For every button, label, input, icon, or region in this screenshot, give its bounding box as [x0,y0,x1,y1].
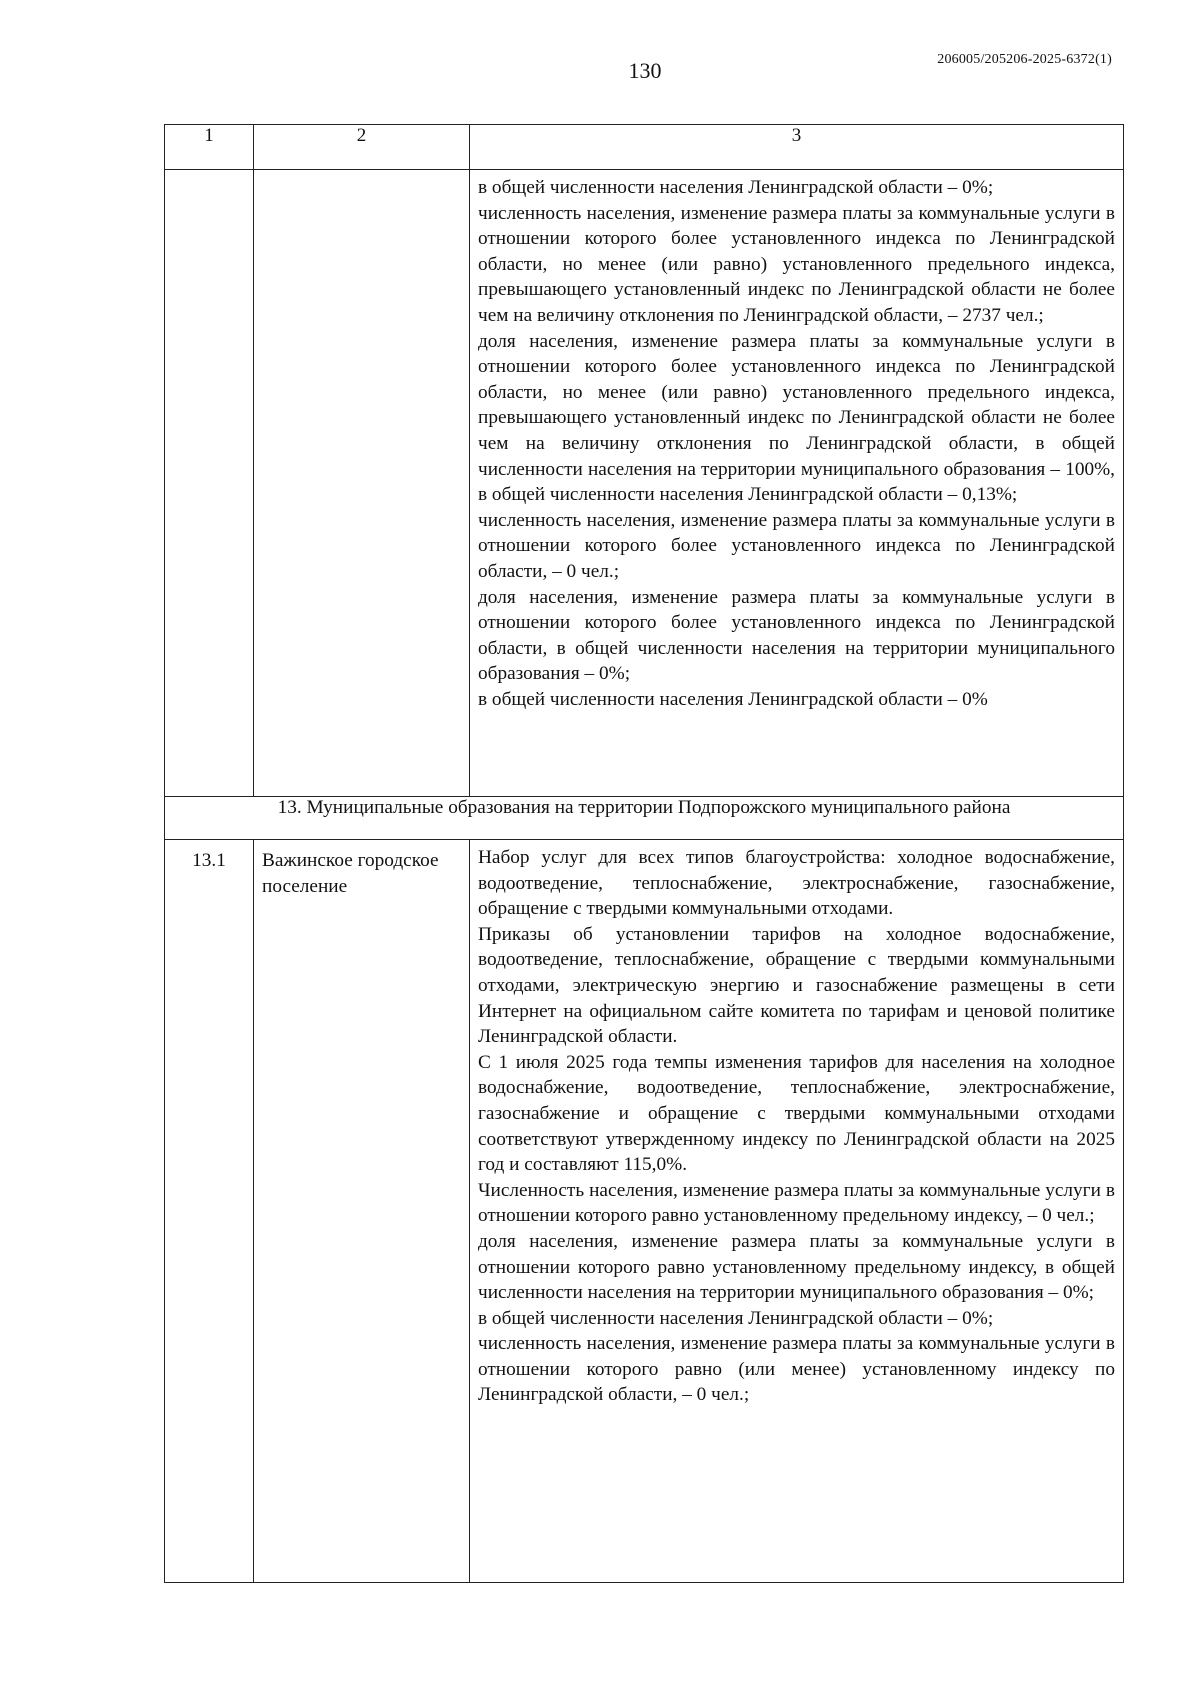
page-number: 130 [628,58,662,83]
row-number-cell: 13.1 [165,840,254,1583]
paragraph: доля населения, изменение размера платы за коммунальные услуги в отношении которого более установленного индекса по Ленинградской области, в общей численности населения на территории муниципального образования – 0%; [478,586,1115,685]
row-content-cell [470,840,1124,1583]
paragraph: в общей численности населения Ленинградской области – 0%; [478,177,994,198]
paragraph: Приказы об установлении тарифов на холодное водоснабжение, водоотведение, теплоснабжение, обращение с твердыми коммунальными отходами, электрическую энергию и газоснабжение размещены в сети Интернет на официальном сайте комитета по тарифам и ценовой политике Ленинградской области. [478,923,1115,1048]
column-header-3: 3 [470,125,1124,170]
section-header-row [165,797,1124,840]
table-row [165,170,1124,797]
paragraph: в общей численности населения Ленинградской области – 0% [478,688,988,710]
paragraph: численность населения, изменение размера платы за коммунальные услуги в отношении которого более установленного индекса по Ленинградской области, – 0 чел.; [478,509,1115,582]
table-row [165,840,1124,1583]
paragraph: численность населения, изменение размера платы за коммунальные услуги в отношении которого более установленного индекса по Ленинградской области, но менее (или равно) установленного предельного индекса, превышающего установленный индекс по Ленинградской области не более чем на величину отклонения по Ленинградской области, – 2737 чел.; [478,202,1115,326]
section-title: 13. Муниципальные образования на территории Подпорожского муниципального района [165,797,1124,840]
column-header-1: 1 [165,125,254,170]
data-table [164,124,1124,1583]
row-number-cell [165,170,254,797]
paragraph: в общей численности населения Ленинградской области – 0%; [478,1307,994,1329]
document-id: 206005/205206-2025-6372(1) [937,52,1112,67]
row-content-cell [470,170,1124,797]
table-header-row [165,125,1124,170]
paragraph: доля населения, изменение размера платы за коммунальные услуги в отношении которого равно установленному предельному индексу, в общей численности населения на территории муниципального образования – 0%; [478,1230,1115,1304]
paragraph: доля населения, изменение размера платы за коммунальные услуги в отношении которого более установленного индекса по Ленинградской области, но менее (или равно) установленного предельного индекса, превышающего установленный индекс по Ленинградской области не более чем на величину отклонения по Ленинградской области, в общей численности населения на территории муниципального образования – 100%, в общей численности населения Ленинградской области – 0,13%; [478,330,1115,506]
row-name-cell [254,170,470,797]
column-header-2: 2 [254,125,470,170]
paragraph: С 1 июля 2025 года темпы изменения тарифов для населения на холодное водоснабжение, водоотведение, теплоснабжение, электроснабжение, газоснабжение и обращение с твердыми коммунальными отходами соответствуют утвержденному индексу по Ленинградской области на 2025 год и составляют 115,0%. [478,1051,1115,1176]
row-name-cell: Важинское городское поселение [254,840,470,1583]
paragraph: Численность населения, изменение размера платы за коммунальные услуги в отношении которого равно установленному предельному индексу, – 0 чел.; [478,1179,1115,1227]
paragraph: Набор услуг для всех типов благоустройства: холодное водоснабжение, водоотведение, теплоснабжение, электроснабжение, газоснабжение, обращение с твердыми коммунальными отходами. [478,847,1115,920]
paragraph: численность населения, изменение размера платы за коммунальные услуги в отношении которого равно (или менее) установленному индексу по Ленинградской области, – 0 чел.; [478,1333,1115,1406]
